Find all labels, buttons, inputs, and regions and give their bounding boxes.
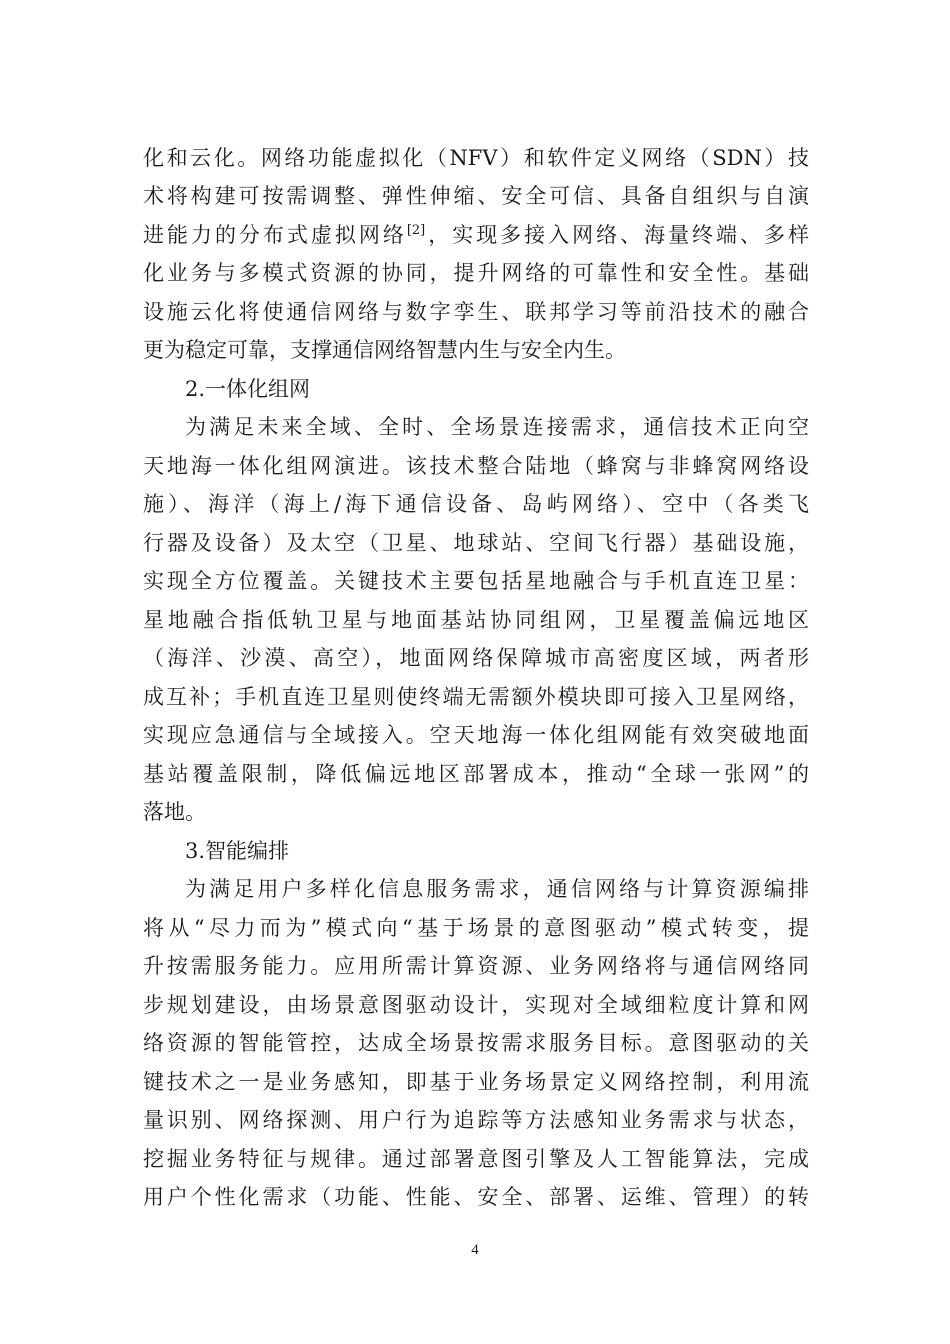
text-line: 步规划建设，由场景意图驱动设计，实现对全域细粒度计算和网 — [143, 993, 809, 1017]
text-line: 更为稳定可靠，支撑通信网络智慧内生与安全内生。 — [143, 338, 626, 362]
text-line: 化和云化。网络功能虚拟化（NFV）和软件定义网络（SDN）技 — [143, 146, 809, 170]
text-line: 施）、海洋（海上/海下通信设备、岛屿网络）、空中（各类飞 — [143, 492, 809, 516]
text-line: 成互补；手机直连卫星则使终端无需额外模块即可接入卫星网络， — [143, 685, 809, 709]
text-line: 实现应急通信与全域接入。空天地海一体化组网能有效突破地面 — [143, 723, 809, 747]
text-line: 挖掘业务特征与规律。通过部署意图引擎及人工智能算法，完成 — [143, 1147, 809, 1171]
text-line: 术将构建可按需调整、弹性伸缩、安全可信、具备自组织与自演 — [143, 184, 809, 208]
text-line: 络资源的智能管控，达成全场景按需求服务目标。意图驱动的关 — [143, 1031, 809, 1055]
text-line: 将从“尽力而为”模式向“基于场景的意图驱动”模式转变，提 — [143, 916, 809, 940]
text-line: 天地海一体化组网演进。该技术整合陆地（蜂窝与非蜂窝网络设 — [143, 454, 809, 478]
text-span: 进能力的分布式虚拟网络 — [143, 223, 407, 247]
text-line: 为满足用户多样化信息服务需求，通信网络与计算资源编排 — [185, 877, 809, 901]
text-span: ，实现多接入网络、海量终端、多样 — [425, 223, 809, 247]
text-line: 实现全方位覆盖。关键技术主要包括星地融合与手机直连卫星： — [143, 569, 809, 593]
section-heading: 3.智能编排 — [185, 839, 290, 863]
page-number: 4 — [471, 1242, 479, 1258]
text-line: （海洋、沙漠、高空），地面网络保障城市高密度区域，两者形 — [143, 646, 809, 670]
text-line: 落地。 — [143, 800, 206, 824]
text-line: 基站覆盖限制，降低偏远地区部署成本，推动“全球一张网”的 — [143, 762, 809, 786]
text-line: 星地融合指低轨卫星与地面基站协同组网，卫星覆盖偏远地区 — [143, 608, 809, 632]
text-line: 化业务与多模式资源的协同，提升网络的可靠性和安全性。基础 — [143, 261, 809, 285]
text-line: 键技术之一是业务感知，即基于业务场景定义网络控制，利用流 — [143, 1070, 809, 1094]
citation-ref[interactable]: [2] — [406, 223, 426, 238]
text-line: 量识别、网络探测、用户行为追踪等方法感知业务需求与状态， — [143, 1108, 809, 1132]
section-heading: 2.一体化组网 — [185, 377, 311, 401]
text-line — [143, 216, 809, 254]
text-line: 用户个性化需求（功能、性能、安全、部署、运维、管理）的转 — [143, 1185, 809, 1209]
text-line: 设施云化将使通信网络与数字孪生、联邦学习等前沿技术的融合 — [143, 300, 809, 324]
text-line: 为满足未来全域、全时、全场景连接需求，通信技术正向空 — [185, 415, 809, 439]
text-line: 升按需服务能力。应用所需计算资源、业务网络将与通信网络同 — [143, 954, 809, 978]
text-line: 行器及设备）及太空（卫星、地球站、空间飞行器）基础设施， — [143, 531, 809, 555]
